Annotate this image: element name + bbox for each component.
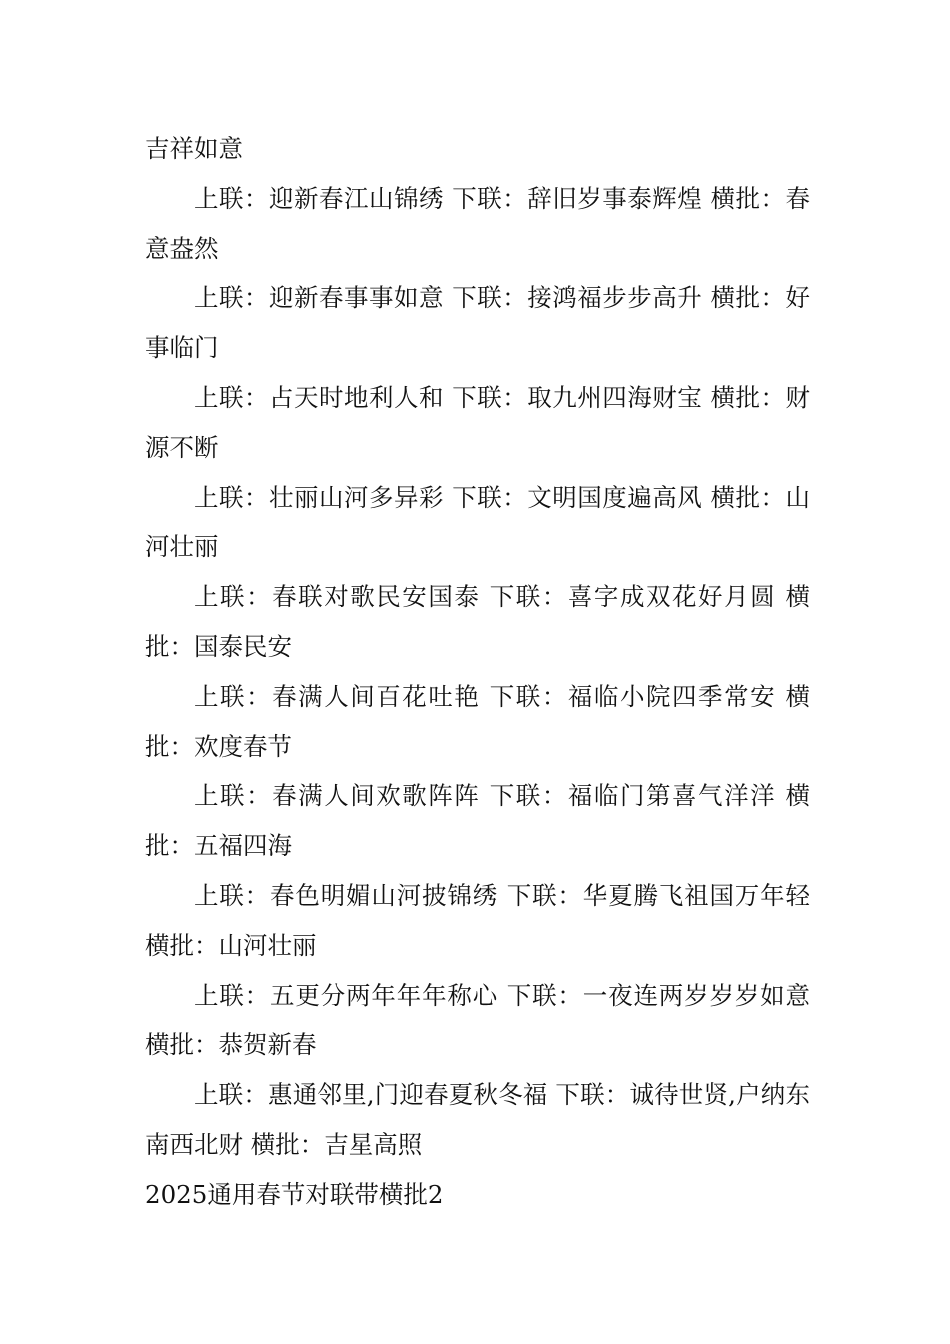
couplet-paragraph: 上联：春联对歌民安国泰 下联：喜字成双花好月圆 横批：国泰民安 [145,582,810,661]
couplet-paragraph: 上联：迎新春事事如意 下联：接鸿福步步高升 横批：好事临门 [145,283,810,363]
couplet-paragraph: 上联：春满人间欢歌阵阵 下联：福临门第喜气洋洋 横批：五福四海 [145,781,810,861]
paragraph: 吉祥如意 [145,134,243,163]
document-body [145,124,810,1220]
couplet-paragraph: 上联：五更分两年年年称心 下联：一夜连两岁岁岁如意 横批：恭贺新春 [145,980,810,1060]
couplet-paragraph: 上联：迎新春江山锦绣 下联：辞旧岁事泰辉煌 横批：春意盎然 [145,183,810,263]
couplet-paragraph: 上联：春色明媚山河披锦绣 下联：华夏腾飞祖国万年轻 横批：山河壮丽 [145,880,810,960]
section-heading: 2025通用春节对联带横批2 [145,1179,444,1209]
couplet-paragraph: 上联：占天时地利人和 下联：取九州四海财宝 横批：财源不断 [145,382,810,462]
couplet-paragraph: 上联：春满人间百花吐艳 下联：福临小院四季常安 横批：欢度春节 [145,681,810,761]
couplet-paragraph: 上联：壮丽山河多异彩 下联：文明国度遍高风 横批：山河壮丽 [145,482,810,562]
couplet-paragraph: 上联：惠通邻里,门迎春夏秋冬福 下联：诚待世贤,户纳东南西北财 横批：吉星高照 [145,1080,810,1159]
